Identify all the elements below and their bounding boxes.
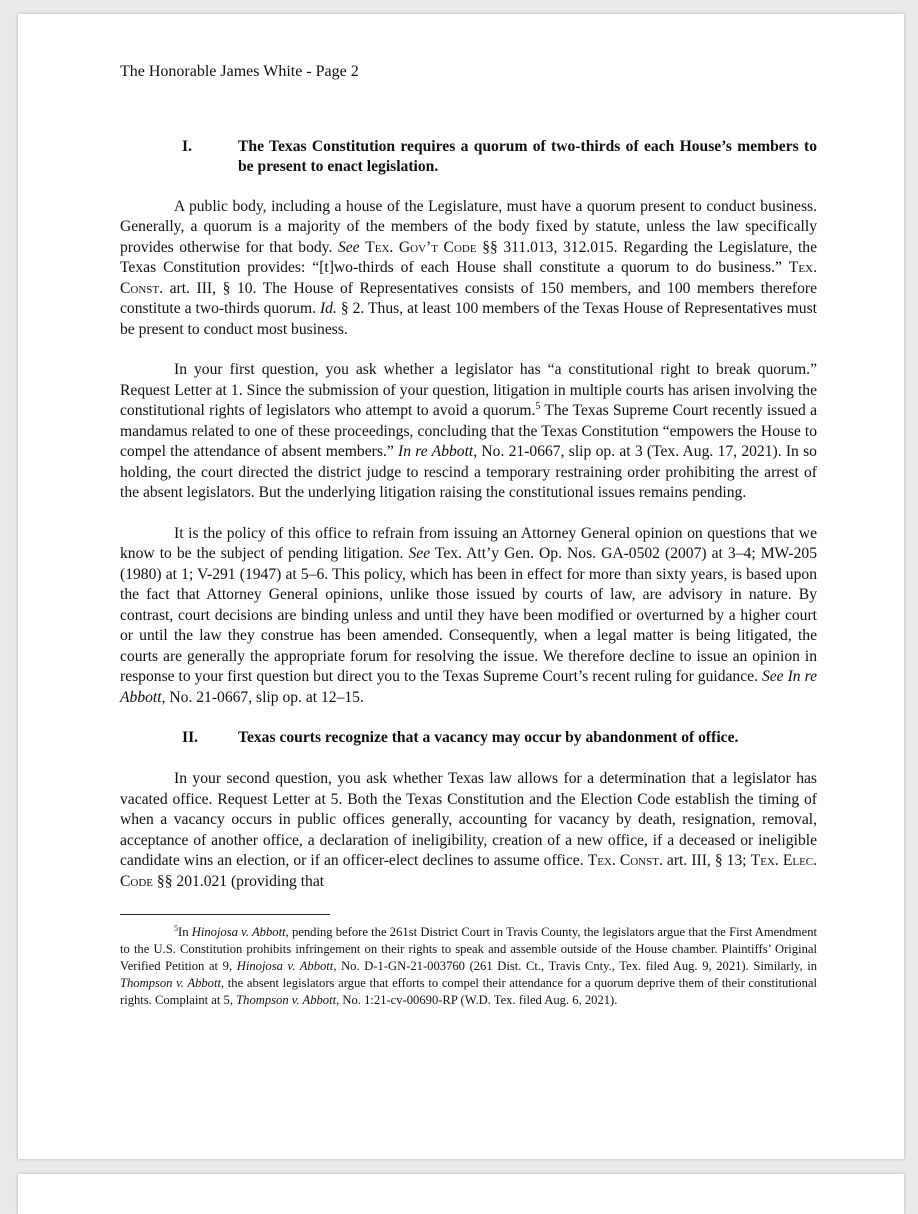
section-numeral-2: II. <box>182 729 199 746</box>
footnote-5 <box>120 924 817 1009</box>
citation-const: Tex. Const. <box>120 259 817 297</box>
section-heading-1 <box>120 137 817 177</box>
text-run: A public body, including a house of the Legislature, must have a quorum present to conduct business. Generally, a quorum is a majority of the members of the body fixed by statute, unless the law specifically provides otherwise for that body. <box>120 197 817 256</box>
citation-const: Tex. Const. <box>587 852 663 869</box>
text-run: , the absent legislators argue that efforts to compel their attendance for a quorum deprive them of their constitutional rights. Complaint at 5, <box>120 976 817 1007</box>
text-run: , No. 21-0667, slip op. at 3 (Tex. Aug. 17, 2021). In so holding, the court directed the district judge to rescind a temporary restraining order prohibiting the arrest of the absent legislators. But the underlying litigation raising the constitutional issues remains pending. <box>120 443 817 501</box>
case-name: In re Abbott <box>398 443 474 460</box>
page-content <box>120 62 817 1009</box>
case-name: Hinojosa v. Abbott <box>236 959 334 973</box>
signal-see: See <box>408 545 431 562</box>
case-name: Thompson v. Abbott <box>236 993 337 1007</box>
text-run: art. III, § 13; <box>666 852 747 869</box>
paragraph-1 <box>120 197 817 341</box>
text-run: § 2. Thus, at least 100 members of the Texas House of Representatives must be present to conduct most business. <box>120 300 817 338</box>
footnote-marker[interactable]: 5 <box>535 400 541 412</box>
paragraph-3 <box>120 524 817 709</box>
text-run: §§ 201.021 (providing that <box>156 872 325 890</box>
text-run: art. III, § 10. The House of Representatives consists of 150 members, and 100 members therefore constitute a two-thirds quorum. <box>120 279 817 317</box>
text-run: In your first question, you ask whether a legislator has “a constitutional right to break quorum.” Request Letter at 1. Since the submission of your question, litigation in multiple courts has arisen involving the constitutional rights of legislators who attempt to avoid a quorum. <box>120 361 817 419</box>
text-run: In <box>178 925 189 939</box>
section-title-2: Texas courts recognize that a vacancy may occur by abandonment of office. <box>238 729 739 746</box>
text-run: Tex. Att’y Gen. Op. Nos. GA-0502 (2007) at 3–4; MW-205 (1980) at 1; V-291 (1947) at 5–6. This policy, which has been in effect for more than sixty years, is based upon the fact that Attorney General opinions, unlike those issued by courts of law, are advisory in nature. By contrast, court decisions are binding unless and until they have been modified or overturned by a higher court or until the law they construe has been amended. Consequently, when a legal matter is being litigated, the courts are generally the appropriate forum for resolving the issue. We therefore decline to issue an opinion in response to your first question but direct you to the Texas Supreme Court’s recent ruling for guidance. <box>120 545 817 685</box>
citation-id: Id. <box>319 300 337 317</box>
running-head: The Honorable James White - Page 2 <box>120 63 359 80</box>
document-page <box>18 14 904 1159</box>
paragraph-4 <box>120 769 817 892</box>
section-heading-2 <box>120 728 817 748</box>
text-run: , No. D-1-GN-21-003760 (261 Dist. Ct., Travis Cnty., Tex. filed Aug. 9, 2021). Similarly, in <box>333 959 817 973</box>
next-page-edge <box>18 1174 904 1214</box>
case-name: See In re Abbott <box>120 668 817 706</box>
section-title-1: The Texas Constitution requires a quorum of two-thirds of each House’s members to be present to enact legislation. <box>238 137 817 175</box>
text-run: , pending before the 261st District Court in Travis County, the legislators argue that the First Amendment to the U.S. Constitution prohibits infringement on their rights to speak and assemble outside of the House chamber. Plaintiffs’ Original Verified Petition at 9, <box>120 925 817 973</box>
citation-code: Tex. Gov’t Code <box>365 238 477 256</box>
paragraph-2 <box>120 360 817 504</box>
citation-code: Tex. Elec. Code <box>120 852 818 890</box>
text-run: It is the policy of this office to refrain from issuing an Attorney General opinion on questions that we know to be the subject of pending litigation. <box>120 524 817 562</box>
text-run: The Texas Supreme Court recently issued a mandamus related to one of these proceedings, concluding that the Texas Constitution “empowers the House to compel the attendance of absent members.” <box>120 402 817 460</box>
text-run: In your second question, you ask whether Texas law allows for a determination that a legislator has vacated office. Request Letter at 5. Both the Texas Constitution and the Election Code establish the timing of when a vacancy occurs in public offices generally, accounting for vacancy by death, resignation, removal, acceptance of another office, a declaration of ineligibility, creation of a new office, if a deceased or ineligible candidate wins an election, or if an officer-elect declines to assume office. <box>120 770 817 869</box>
case-name: Thompson v. Abbott <box>120 976 221 990</box>
text-run: §§ 311.013, 312.015. Regarding the Legislature, the Texas Constitution provides: “[t]wo-thirds of each House shall constitute a quorum to do business.” <box>120 238 818 276</box>
text-run: , No. 21-0667, slip op. at 12–15. <box>161 688 364 706</box>
text-run: , No. 1:21-cv-00690-RP (W.D. Tex. filed Aug. 6, 2021). <box>336 993 618 1007</box>
section-numeral-1: I. <box>182 137 192 155</box>
footnote-number: 5 <box>174 923 178 933</box>
footnote-separator <box>120 914 330 915</box>
case-name: Hinojosa v. Abbott <box>191 925 286 939</box>
signal-see: See <box>337 238 360 256</box>
